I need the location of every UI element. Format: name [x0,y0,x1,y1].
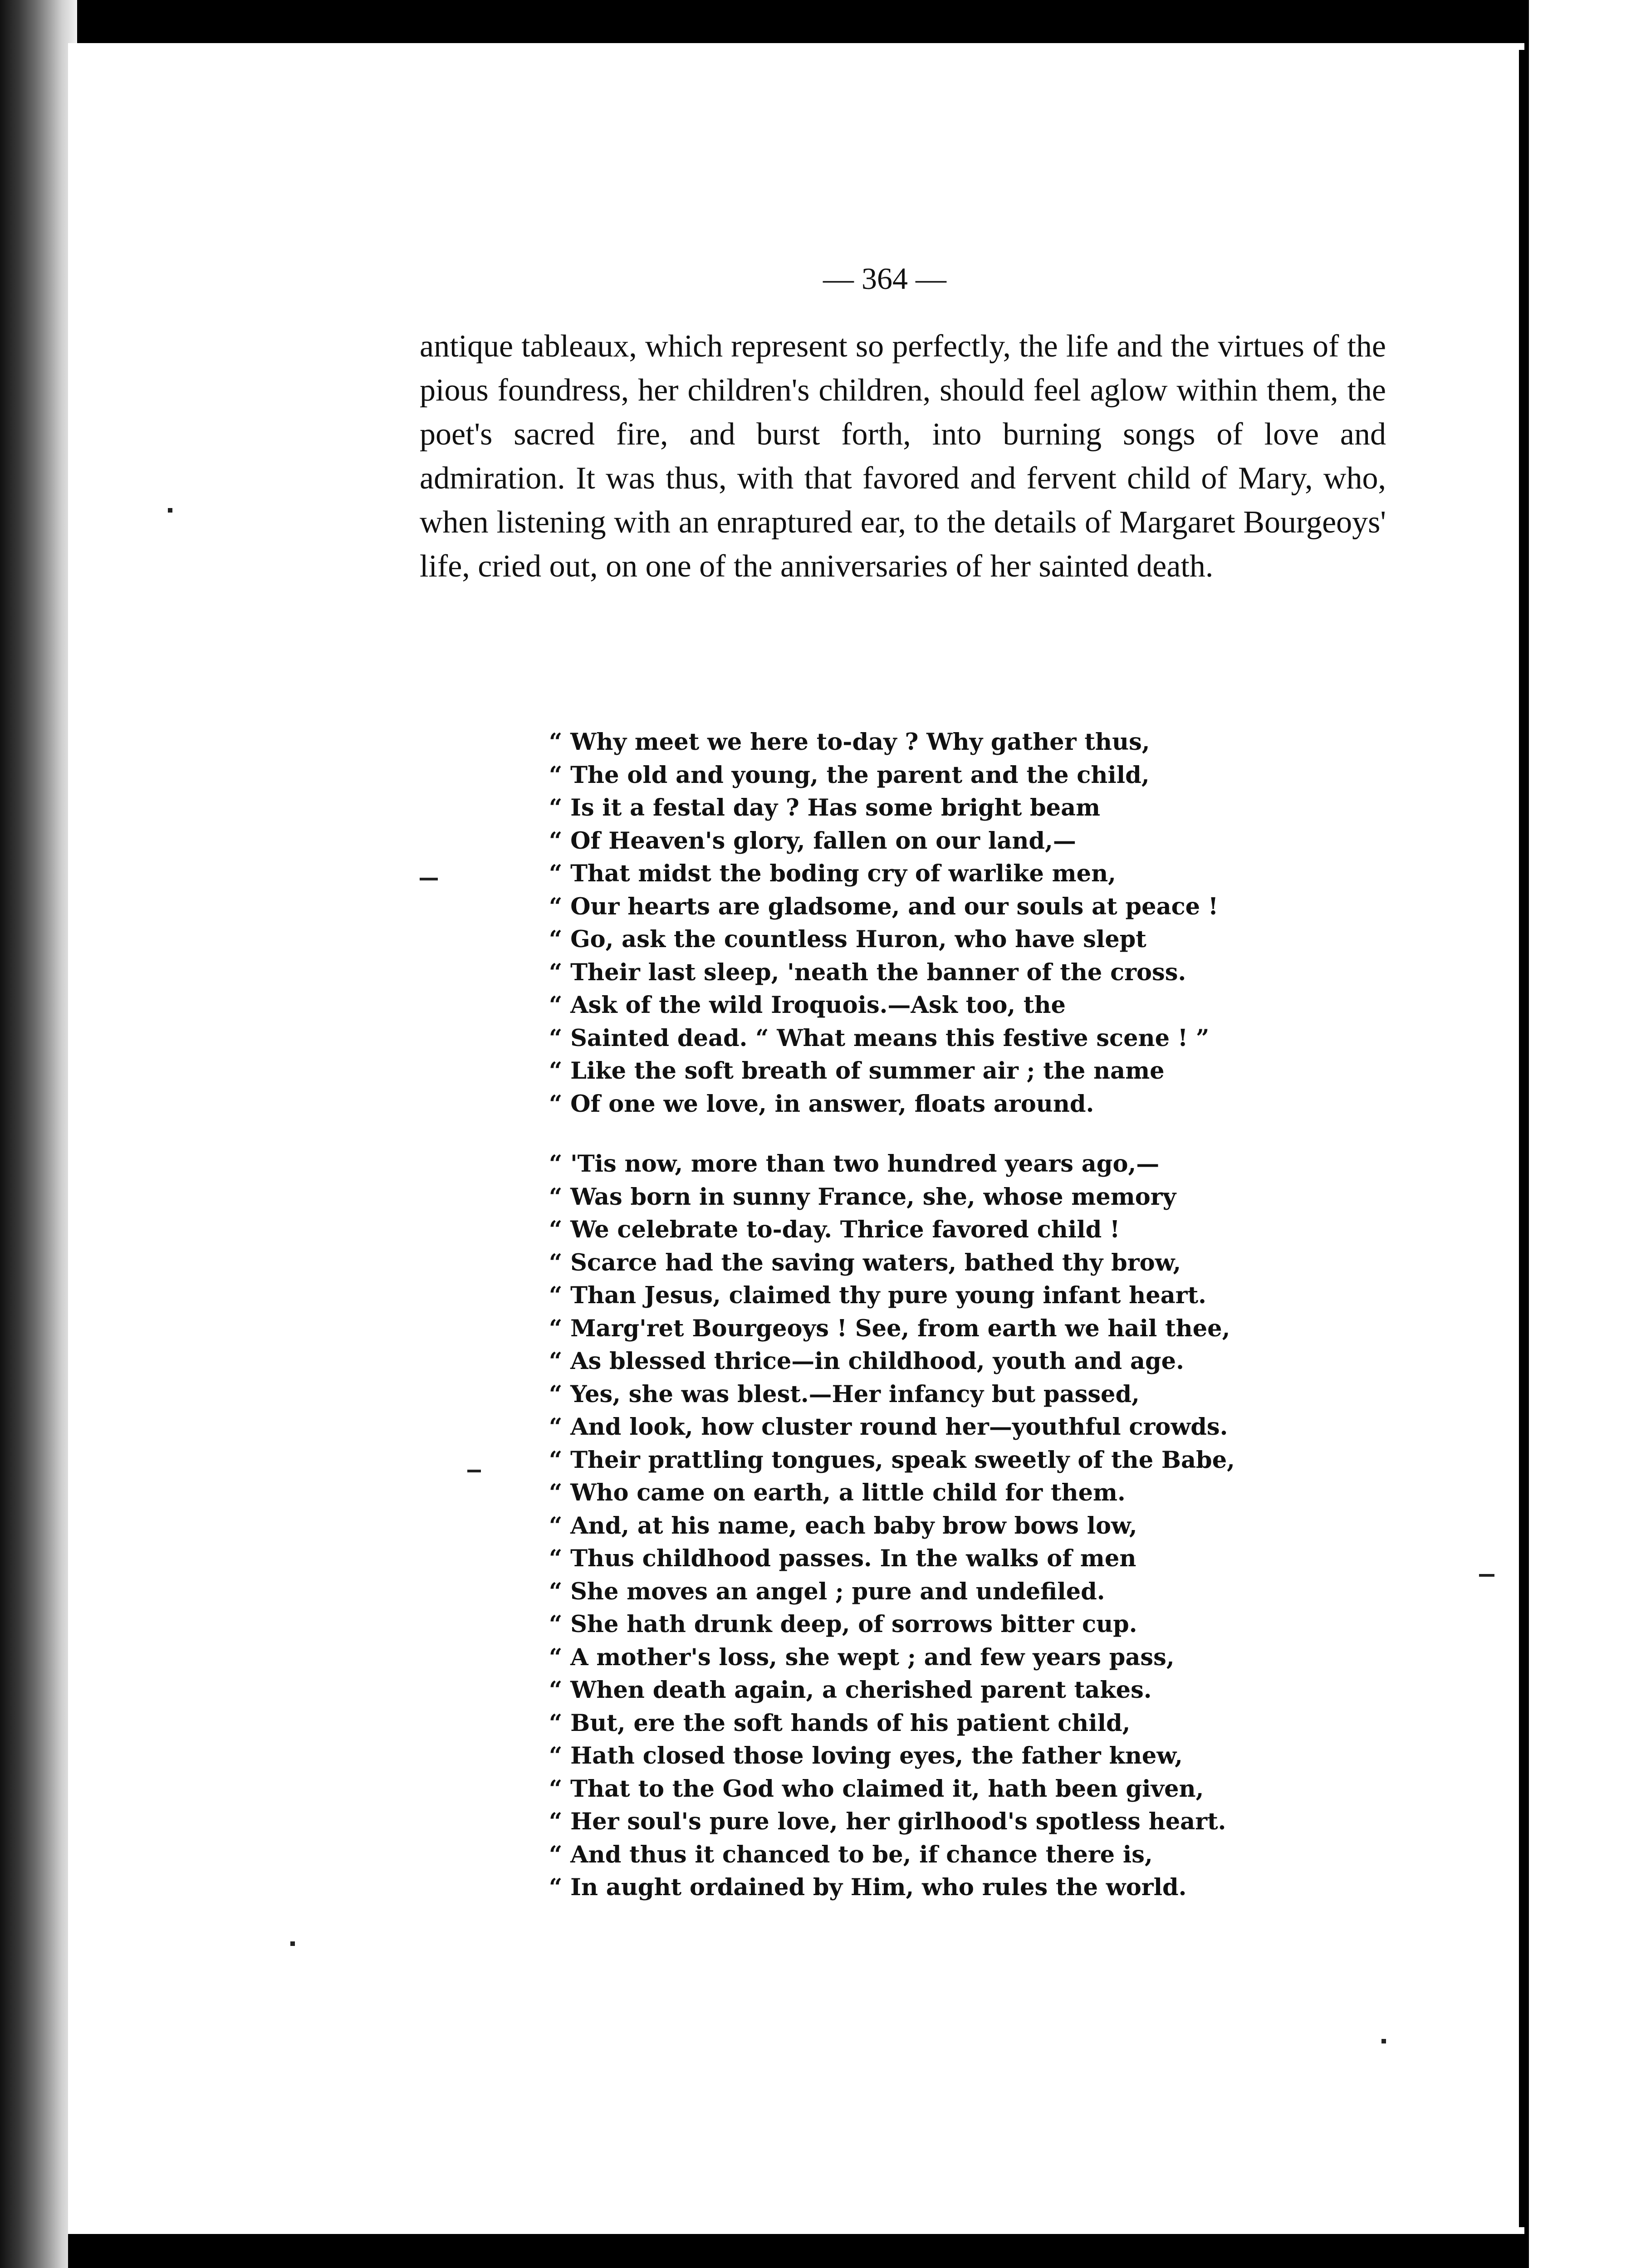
poem-line: “ And look, how cluster round her—youthful crowds. [549,1413,1228,1441]
poem-line: “ As blessed thrice—in childhood, youth and age. [549,1348,1184,1375]
poem-line: “ That to the God who claimed it, hath been given, [549,1775,1204,1803]
poem-line: “ Their prattling tongues, speak sweetly of the Babe, [549,1446,1235,1474]
scan-bottom-border [68,2234,1529,2268]
scan-speck [420,878,438,880]
poem-line: “ Of Heaven's glory, fallen on our land,— [549,827,1076,855]
poem-line: “ Of one we love, in answer, floats around. [549,1090,1094,1118]
poem-line: “ Thus childhood passes. In the walks of men [549,1545,1136,1572]
body-paragraph: antique tableaux, which represent so perfectly, the life and the virtues of the pious foundress, her children's children, should feel aglow within them, the poet's sacred fire, and burst forth, into burning songs of love and admiration. It was thus, with that favored and fervent child of Mary, who, when listening with an enraptured ear, to the details of Margaret Bourgeoys' life, cried out, on one of the anniversaries of her sainted death. [420,329,1386,584]
poem-stanza-1 [549,726,1320,1120]
poem-line: “ Marg'ret Bourgeoys ! See, from earth we hail thee, [549,1315,1230,1342]
poem-line: “ But, ere the soft hands of his patient child, [549,1709,1131,1737]
poem-line: “ She hath drunk deep, of sorrows bitter cup. [549,1611,1137,1638]
poem-line: “ When death again, a cherished parent takes. [549,1677,1152,1704]
poem-line: “ In aught ordained by Him, who rules the world. [549,1874,1187,1901]
poem-line: “ Yes, she was blest.—Her infancy but passed, [549,1380,1140,1408]
poem-line: “ She moves an angel ; pure and undefiled. [549,1578,1105,1605]
poem-line: “ Sainted dead. “ What means this festive scene ! ” [549,1024,1210,1052]
poem-line: “ Her soul's pure love, her girlhood's spotless heart. [549,1808,1226,1835]
poem-line: “ Their last sleep, 'neath the banner of the cross. [549,958,1186,986]
poem-line: “ Ask of the wild Iroquois.—Ask too, the [549,992,1066,1019]
scan-left-edge-shadow [0,0,77,2268]
poem-line: “ And, at his name, each baby brow bows low, [549,1512,1137,1540]
scan-right-border [1519,50,1529,2227]
poem-line: “ Than Jesus, claimed thy pure young infant heart. [549,1282,1206,1309]
poem-line: “ We celebrate to-day. Thrice favored child ! [549,1216,1120,1243]
scan-speck [467,1470,481,1472]
poem-line: “ The old and young, the parent and the child, [549,761,1150,789]
poem-line: “ And thus it chanced to be, if chance there is, [549,1841,1153,1868]
poem-line: “ A mother's loss, she wept ; and few years pass, [549,1643,1175,1671]
poem-line: “ 'Tis now, more than two hundred years ago,— [549,1150,1160,1178]
scan-speck [1479,1574,1494,1577]
poem-line: “ Scarce had the saving waters, bathed thy brow, [549,1249,1181,1276]
scan-speck [1381,2039,1386,2043]
poem-line: “ Like the soft breath of summer air ; the name [549,1057,1165,1085]
poem-line: “ That midst the boding cry of warlike men, [549,860,1116,887]
poem-line: “ Is it a festal day ? Has some bright beam [549,794,1101,821]
poem-line: “ Why meet we here to-day ? Why gather thus, [549,728,1150,756]
poem-line: “ Was born in sunny France, she, whose memory [549,1183,1176,1211]
page-number: — 364 — [823,261,946,296]
poem-line: “ Hath closed those loving eyes, the father knew, [549,1742,1183,1769]
poem-stanza-2 [549,1148,1320,1904]
poem-line: “ Our hearts are gladsome, and our souls at peace ! [549,893,1219,920]
poem-line: “ Who came on earth, a little child for them. [549,1479,1126,1506]
poem-line: “ Go, ask the countless Huron, who have slept [549,926,1146,953]
scan-speck [290,1941,295,1946]
scan-speck [168,508,172,513]
scan-right-margin [1529,0,1636,2268]
